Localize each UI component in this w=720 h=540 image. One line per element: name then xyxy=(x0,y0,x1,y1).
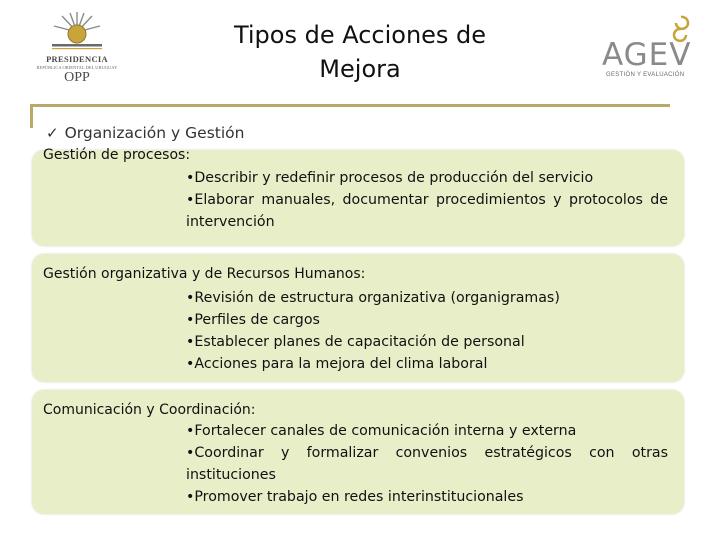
box-title: Gestión de procesos: xyxy=(43,147,191,163)
checkmark-icon: ✓ xyxy=(46,124,59,142)
bullet-list xyxy=(186,287,668,375)
page-title: Tipos de Acciones de Mejora xyxy=(233,21,487,83)
list-item: •Revisión de estructura organizativa (organigramas) xyxy=(186,290,560,306)
communication-box xyxy=(32,390,684,514)
list-item: •Acciones para la mejora del clima laboral xyxy=(186,356,488,372)
process-management-box xyxy=(32,147,684,246)
sun-emblem-icon xyxy=(50,10,104,54)
presidencia-opp-logo xyxy=(22,10,132,85)
agev-logo xyxy=(598,12,698,82)
logo-presidencia-text: PRESIDENCIA xyxy=(46,54,108,64)
list-item: •Perfiles de cargos xyxy=(186,312,320,328)
hr-management-box xyxy=(32,254,684,382)
box-title: Gestión organizativa y de Recursos Humanos: xyxy=(43,266,366,282)
logo-opp-text: OPP xyxy=(64,70,90,85)
logo-republica-text: REPÚBLICA ORIENTAL DEL URUGUAY xyxy=(36,65,118,70)
list-item: •Promover trabajo en redes interinstitucionales xyxy=(186,489,524,505)
header-divider-vertical xyxy=(30,106,33,128)
box-title: Comunicación y Coordinación: xyxy=(43,402,256,418)
list-item: •Fortalecer canales de comunicación interna y externa xyxy=(186,423,577,439)
list-item: •Establecer planes de capacitación de personal xyxy=(186,334,525,350)
list-item: •Describir y redefinir procesos de producción del servicio xyxy=(186,170,594,186)
bullet-list xyxy=(186,167,668,233)
bullet-list xyxy=(186,420,668,508)
agev-tagline: GESTIÓN Y EVALUACIÓN xyxy=(606,72,685,78)
section-subheading xyxy=(46,124,244,142)
agev-logo-text: AGEV xyxy=(602,37,692,73)
list-item: •Coordinar y formalizar convenios estratégicos con otras instituciones xyxy=(186,445,668,483)
header-divider xyxy=(30,104,670,107)
subheading-label: Organización y Gestión xyxy=(64,124,245,142)
list-item: •Elaborar manuales, documentar procedimientos y protocolos de intervención xyxy=(186,192,668,230)
